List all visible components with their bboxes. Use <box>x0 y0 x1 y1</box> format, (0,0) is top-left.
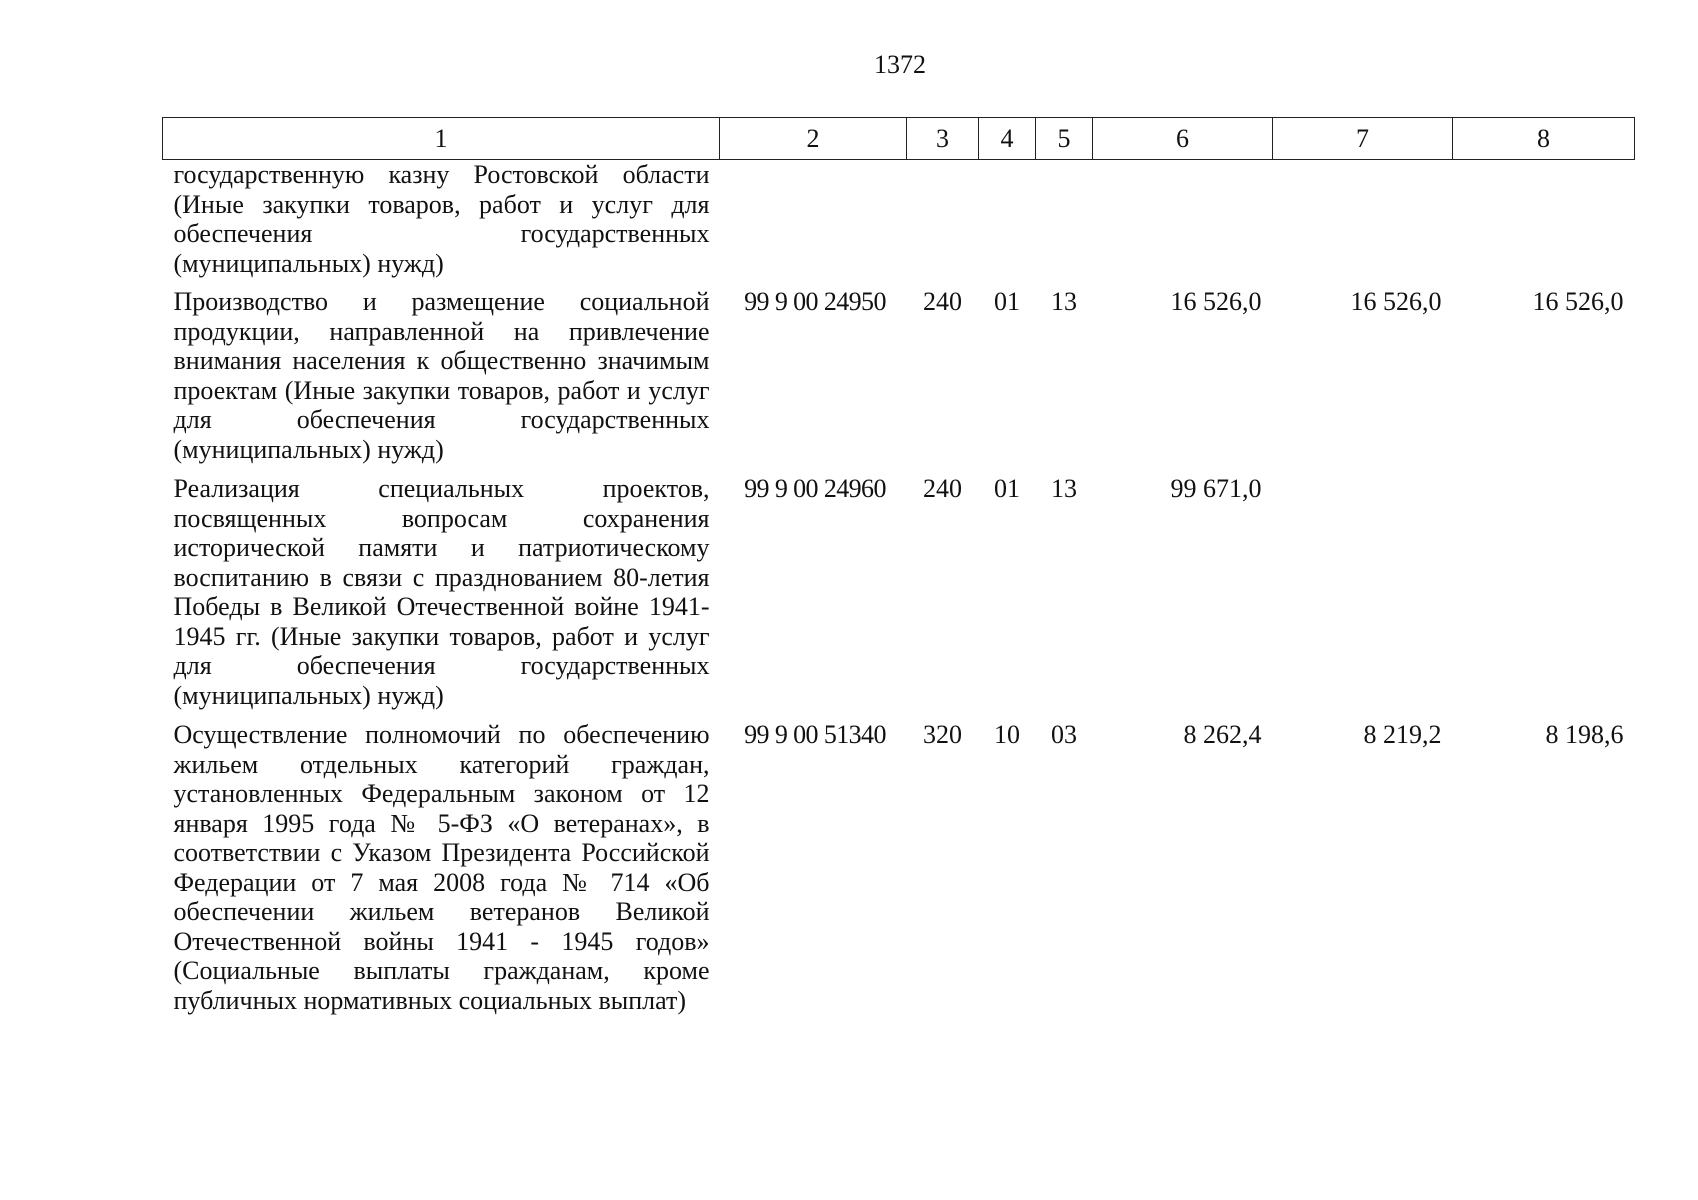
table-header-row <box>163 118 1635 160</box>
column-header: 3 <box>907 118 979 160</box>
column-header: 2 <box>720 118 907 160</box>
row-code: 99 9 00 24960 <box>744 474 886 503</box>
column-header: 1 <box>163 118 720 160</box>
row-sum-2: 8 219,2 <box>1363 720 1442 749</box>
row-sum-3: 8 198,6 <box>1545 720 1624 749</box>
row-sum-3 <box>1453 160 1635 288</box>
row-sum-2 <box>1273 160 1453 288</box>
row-description: Реализация специальных проектов, посвященных вопросам сохранения исторической памяти и патриотическому воспитанию в связи с празднованием 80-летия Победы в Великой Отечественной войне 1941-1945 гг. (Иные закупки товаров, работ и услуг для обеспечения государственных (муниципальных) нужд) <box>173 474 710 710</box>
table-row <box>163 287 1635 474</box>
row-sum-1 <box>1093 160 1273 288</box>
row-sum-2 <box>1273 474 1453 720</box>
table-row <box>163 160 1635 288</box>
row-description: государственную казну Ростовской области (Иные закупки товаров, работ и услуг для обеспечения государственных (муниципальных) нужд) <box>173 160 710 278</box>
row-sum-1: 16 526,0 <box>1170 287 1262 316</box>
row-sum-3 <box>1453 474 1635 720</box>
row-vr <box>907 160 979 288</box>
row-sum-1: 99 671,0 <box>1170 474 1262 503</box>
column-header: 6 <box>1093 118 1273 160</box>
row-sum-1: 8 262,4 <box>1183 720 1262 749</box>
row-rz: 01 <box>994 474 1020 503</box>
row-rz: 10 <box>994 720 1020 749</box>
column-header: 8 <box>1453 118 1635 160</box>
column-header: 5 <box>1036 118 1093 160</box>
row-vr: 240 <box>923 287 962 316</box>
column-header: 4 <box>979 118 1036 160</box>
row-sum-2: 16 526,0 <box>1350 287 1442 316</box>
table-row <box>163 720 1635 1025</box>
row-code: 99 9 00 51340 <box>744 720 886 749</box>
table-row <box>163 474 1635 720</box>
row-pr: 13 <box>1051 287 1077 316</box>
row-rz: 01 <box>994 287 1020 316</box>
page-number: 1372 <box>874 50 926 79</box>
row-pr: 13 <box>1051 474 1077 503</box>
row-description: Производство и размещение социальной продукции, направленной на привлечение внимания населения к общественно значимым проектам (Иные закупки товаров, работ и услуг для обеспечения государственных (муниципальных) нужд) <box>173 287 710 464</box>
row-code: 99 9 00 24950 <box>744 287 886 316</box>
budget-table <box>162 117 1635 1025</box>
column-header: 7 <box>1273 118 1453 160</box>
row-vr: 320 <box>923 720 962 749</box>
row-code <box>720 160 907 288</box>
row-description: Осуществление полномочий по обеспечению жильем отдельных категорий граждан, установленных Федеральным законом от 12 января 1995 года № 5-ФЗ «О ветеранах», в соответствии с Указом Президента Российской Федерации от 7 мая 2008 года № 714 «Об обеспечении жильем ветеранов Великой Отечественной войны 1941 - 1945 годов» (Социальные выплаты гражданам, кроме публичных нормативных социальных выплат) <box>173 720 710 1015</box>
row-sum-3: 16 526,0 <box>1532 287 1624 316</box>
row-vr: 240 <box>923 474 962 503</box>
row-pr <box>1036 160 1093 288</box>
row-rz <box>979 160 1036 288</box>
row-pr: 03 <box>1051 720 1077 749</box>
